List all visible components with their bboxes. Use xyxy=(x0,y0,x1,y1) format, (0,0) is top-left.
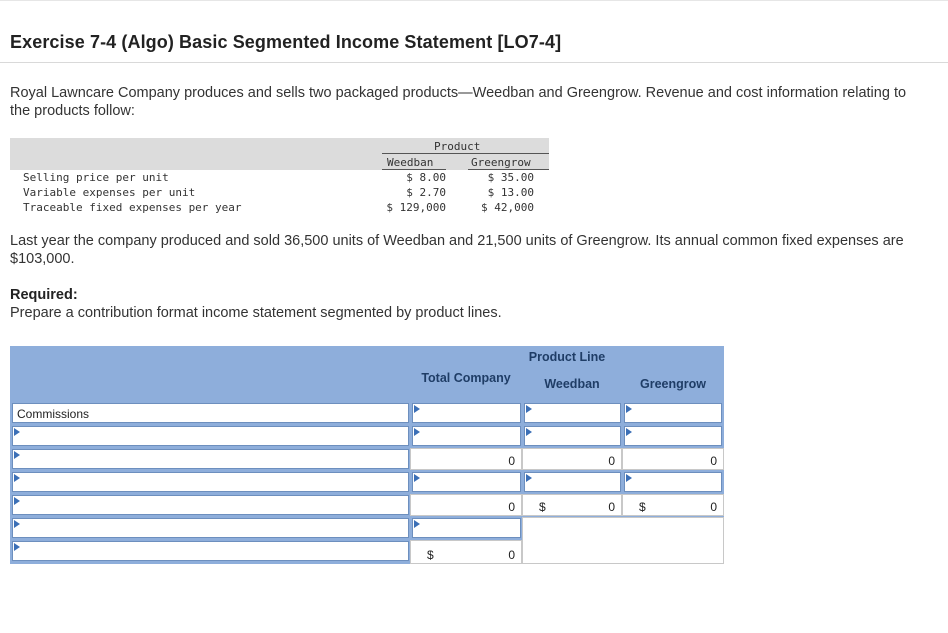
row-value: $ 129,000 xyxy=(386,201,446,214)
dropdown-arrow-icon xyxy=(14,451,20,459)
col-greengrow-header: Greengrow xyxy=(471,156,531,169)
col-weedban-header: Weedban xyxy=(387,156,434,169)
total-value: 0 xyxy=(508,454,515,468)
greengrow-value: 0 xyxy=(710,454,717,468)
weedban-cell xyxy=(522,448,622,470)
dollar-sign: $ xyxy=(539,500,546,514)
row-label: Traceable fixed expenses per year xyxy=(23,201,242,214)
dropdown-arrow-icon xyxy=(414,474,420,482)
weedban-underline xyxy=(382,169,446,170)
dollar-sign: $ xyxy=(639,500,646,514)
dropdown-arrow-icon xyxy=(414,405,420,413)
row-value: $ 2.70 xyxy=(406,186,446,199)
total-company-header: Total Company xyxy=(410,368,522,400)
income-statement-table xyxy=(10,346,724,564)
weedban-value: 0 xyxy=(608,454,615,468)
dropdown-arrow-icon xyxy=(414,520,420,528)
row-value: $ 35.00 xyxy=(487,171,534,184)
line-item-dropdown[interactable] xyxy=(12,449,409,469)
weedban-value: 0 xyxy=(608,500,615,514)
greengrow-underline xyxy=(468,169,549,170)
total-value: 0 xyxy=(508,500,515,514)
total-input[interactable] xyxy=(412,403,521,423)
greengrow-input[interactable] xyxy=(624,472,722,492)
greengrow-header: Greengrow xyxy=(622,368,724,400)
line-item-label: Commissions xyxy=(17,407,90,421)
weedban-header: Weedban xyxy=(522,368,622,400)
greengrow-input[interactable] xyxy=(624,426,722,446)
top-border xyxy=(0,0,948,1)
given-data-table xyxy=(10,138,550,218)
dropdown-arrow-icon xyxy=(526,474,532,482)
row-value: $ 42,000 xyxy=(481,201,534,214)
dropdown-arrow-icon xyxy=(14,428,20,436)
required-text: Prepare a contribution format income statement segmented by product lines. xyxy=(10,305,502,321)
dropdown-arrow-icon xyxy=(414,428,420,436)
product-header: Product xyxy=(434,140,481,153)
title-divider xyxy=(0,62,948,63)
dropdown-arrow-icon xyxy=(526,405,532,413)
empty-segment-area xyxy=(522,517,724,564)
total-cell xyxy=(410,540,522,564)
required-label: Required: xyxy=(10,287,78,303)
total-input[interactable] xyxy=(412,472,521,492)
row-label: Selling price per unit xyxy=(23,171,169,184)
dropdown-arrow-icon xyxy=(626,405,632,413)
greengrow-cell xyxy=(622,494,724,516)
dropdown-arrow-icon xyxy=(14,497,20,505)
total-input[interactable] xyxy=(412,518,521,538)
line-item-dropdown[interactable] xyxy=(12,472,409,492)
page-title: Exercise 7-4 (Algo) Basic Segmented Income Statement [LO7-4] xyxy=(10,32,562,52)
greengrow-input[interactable] xyxy=(624,403,722,423)
dropdown-arrow-icon xyxy=(14,474,20,482)
weedban-input[interactable] xyxy=(524,472,621,492)
production-paragraph: Last year the company produced and sold 36,500 units of Weedban and 21,500 units of Greengrow. Its annual common fixed expenses are $103,000. xyxy=(10,233,904,267)
total-cell xyxy=(410,448,522,470)
weedban-cell xyxy=(522,494,622,516)
dropdown-arrow-icon xyxy=(626,428,632,436)
weedban-input[interactable] xyxy=(524,426,621,446)
weedban-input[interactable] xyxy=(524,403,621,423)
dropdown-arrow-icon xyxy=(14,520,20,528)
greengrow-cell xyxy=(622,448,724,470)
line-item-dropdown[interactable] xyxy=(12,518,409,538)
row-value: $ 13.00 xyxy=(487,186,534,199)
intro-paragraph: Royal Lawncare Company produces and sells two packaged products—Weedban and Greengrow. Revenue and cost information relating to the products follow: xyxy=(10,85,907,119)
line-item-dropdown[interactable] xyxy=(12,541,409,561)
line-item-dropdown[interactable] xyxy=(12,403,409,423)
dollar-sign: $ xyxy=(427,548,434,562)
greengrow-value: 0 xyxy=(710,500,717,514)
header-blank xyxy=(10,346,410,400)
row-value: $ 8.00 xyxy=(406,171,446,184)
dropdown-arrow-icon xyxy=(14,543,20,551)
total-value: 0 xyxy=(508,548,515,562)
row-label: Variable expenses per unit xyxy=(23,186,196,199)
product-underline xyxy=(382,153,549,154)
line-item-dropdown[interactable] xyxy=(12,426,409,446)
product-line-header: Product Line xyxy=(410,346,724,368)
total-cell xyxy=(410,494,522,516)
total-input[interactable] xyxy=(412,426,521,446)
dropdown-arrow-icon xyxy=(526,428,532,436)
line-item-dropdown[interactable] xyxy=(12,495,409,515)
dropdown-arrow-icon xyxy=(626,474,632,482)
